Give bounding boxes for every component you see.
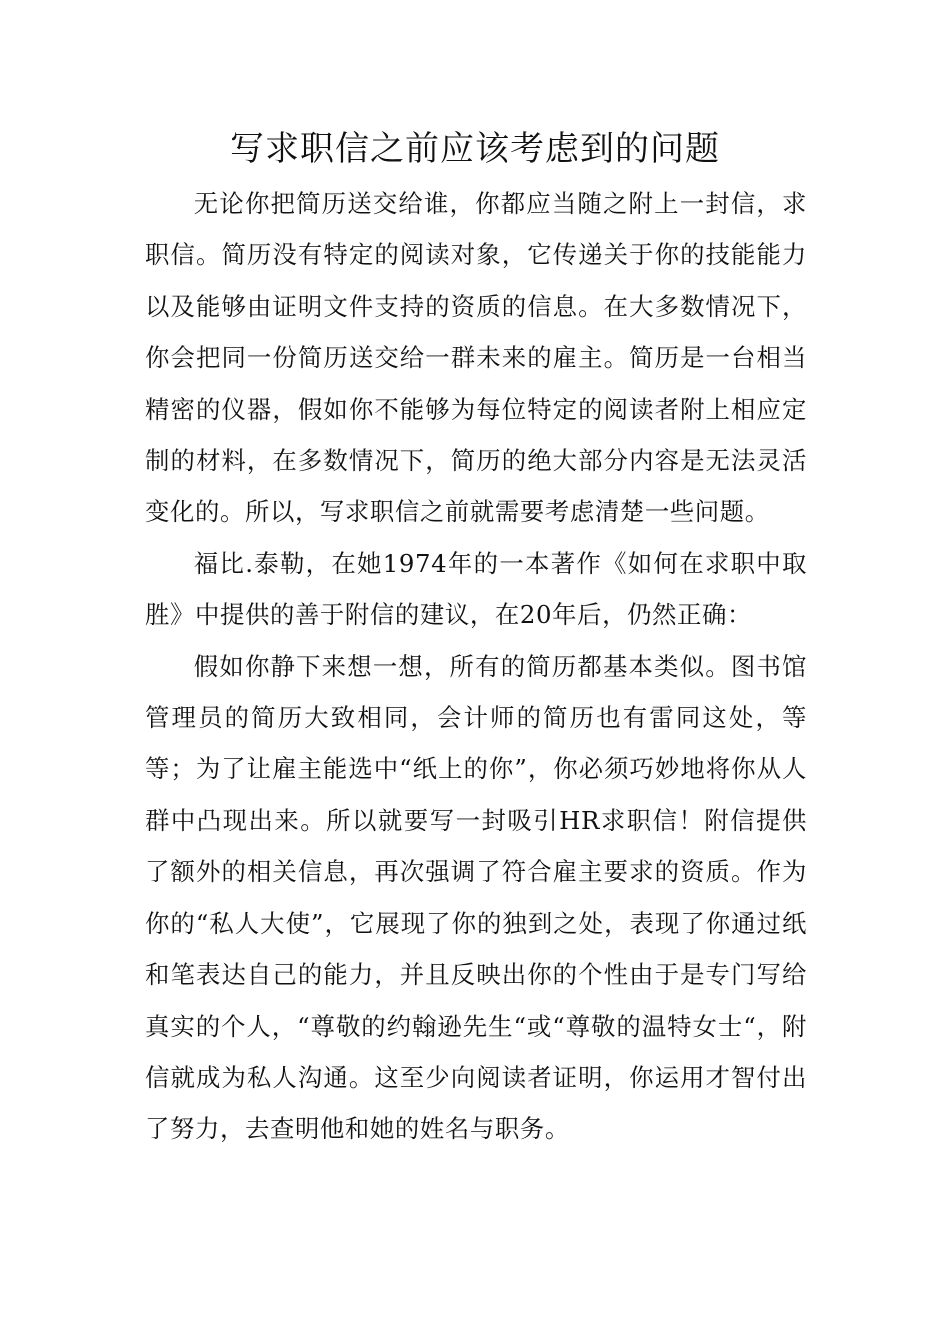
paragraph-intro: 无论你把简历送交给谁，你都应当随之附上一封信，求职信。简历没有特定的阅读对象，它传递关于你的技能能力以及能够由证明文件支持的资质的信息。在大多数情况下，你会把同一份简历送交给一群未来的雇主。简历是一台相当精密的仪器，假如你不能够为每位特定的阅读者附上相应定制的材料，在多数情况下，简历的绝大部分内容是无法灵活变化的。所以，写求职信之前就需要考虑清楚一些问题。 [145,189,807,527]
paragraph-taylor-quote-intro: 福比.泰勒，在她1974年的一本著作《如何在求职中取胜》中提供的善于附信的建议，在20年后，仍然正确： [145,548,807,630]
paragraph-quote: 假如你静下来想一想，所有的简历都基本类似。图书馆管理员的简历大致相同，会计师的简历也有雷同这处，等等；为了让雇主能选中“纸上的你”，你必须巧妙地将你从人群中凸现出来。所以就要写一封吸引HR求职信！附信提供了额外的相关信息，再次强调了符合雇主要求的资质。作为你的“私人大使”，它展现了你的独到之处，表现了你通过纸和笔表达自己的能力，并且反映出你的个性由于是专门写给真实的个人，“尊敬的约翰逊先生“或“尊敬的温特女士“，附信就成为私人沟通。这至少向阅读者证明，你运用才智付出了努力，去查明他和她的姓名与职务。 [145,651,807,1144]
document-title: 写求职信之前应该考虑到的问题 [230,129,720,169]
document-body [145,178,807,1155]
